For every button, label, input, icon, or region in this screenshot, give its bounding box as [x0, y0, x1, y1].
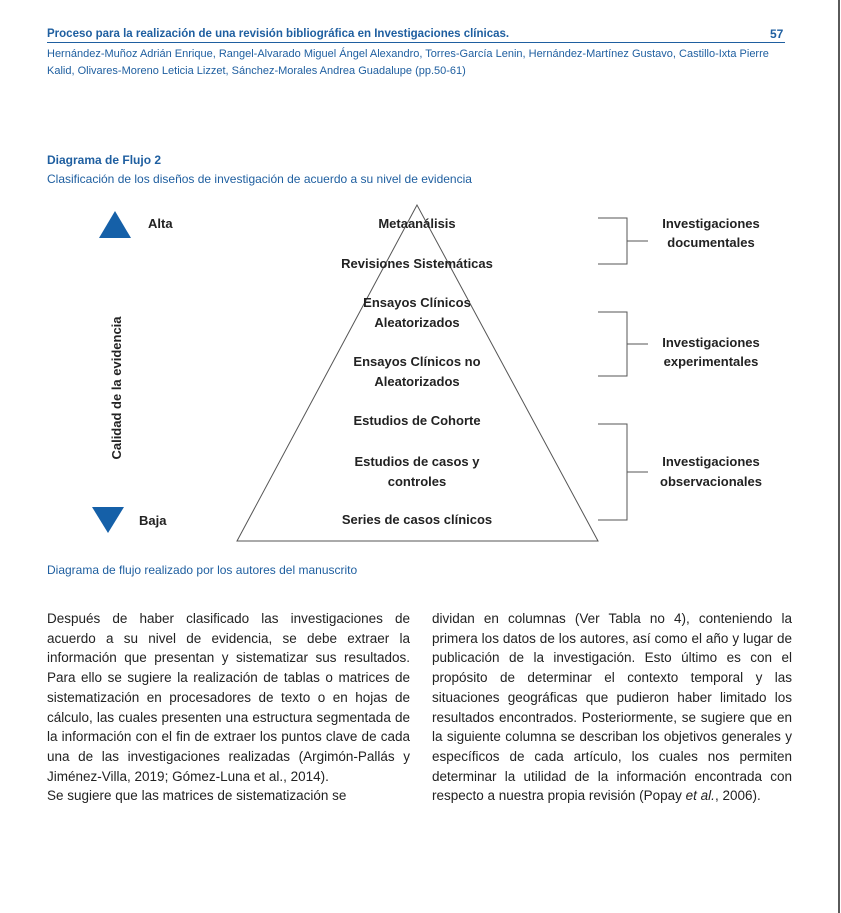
high-quality-label: Alta [148, 216, 173, 231]
running-header-title: Proceso para la realización de una revisión bibliográfica en Investigaciones clínicas. [47, 28, 510, 40]
group-observacionales-line1: Investigaciones [662, 454, 760, 469]
bracket-documentales [598, 218, 648, 264]
level-ensayos-no-aleatorizados-line1: Ensayos Clínicos no [353, 354, 481, 369]
bracket-observacionales [598, 424, 648, 520]
down-arrow-icon [92, 507, 124, 533]
page-number: 57 [770, 27, 784, 41]
body-column-left [47, 609, 410, 806]
level-ensayos-aleatorizados-line2: Aleatorizados [374, 315, 460, 330]
level-ensayos-aleatorizados-line1: Ensayos Clínicos [363, 295, 471, 310]
up-arrow-icon [99, 211, 131, 238]
body-paragraph-3 [432, 609, 792, 806]
body-paragraph-1: Después de haber clasificado las investigaciones de acuerdo a su nivel de evidencia, se debe extraer la información que presentan y sistematizar sus resultados. Para ello se sugiere la realización de tablas o matrices de sistematización en procesadores de texto o en hojas de cálculo, las cuales presenten una estructura segmentada de la información con el fin de extraer los puntos clave de cada una de las investigaciones realizadas (Argimón-Pallás y Jiménez-Villa, 2019; Gómez-Luna et al., 2014). [47, 611, 410, 784]
low-quality-label: Baja [139, 513, 167, 528]
body-column-right [432, 609, 792, 806]
level-casos-controles-line1: Estudios de casos y [354, 454, 480, 469]
citation-et-al: et al. [685, 788, 715, 804]
body-paragraph-2: Se sugiere que las matrices de sistematización se [47, 788, 347, 804]
group-experimentales-line2: experimentales [663, 354, 759, 369]
level-casos-controles-line2: controles [387, 474, 447, 489]
group-documentales-line1: Investigaciones [662, 216, 760, 231]
figure-title: Diagrama de Flujo 2 [47, 153, 162, 167]
group-observacionales-line2: observacionales [660, 474, 762, 489]
citation-year: , 2006). [714, 788, 761, 804]
level-series-casos: Series de casos clínicos [341, 512, 493, 527]
figure-subtitle: Clasificación de los diseños de investigación de acuerdo a su nivel de evidencia [47, 172, 472, 186]
level-revisiones-sistematicas: Revisiones Sistemáticas [341, 256, 493, 271]
level-metaanalisis: Metaanálisis [378, 216, 456, 231]
level-estudios-cohorte: Estudios de Cohorte [353, 413, 481, 428]
author-list: Hernández-Muñoz Adrián Enrique, Rangel-Alvarado Miguel Ángel Alexandro, Torres-García Lenin, Hernández-Martínez Gustavo, Castillo-Ixta Pierre Kalid, Olivares-Moreno Leticia Lizzet, Sánchez-Morales Andrea Guadalupe (pp.50-61) [47, 48, 769, 77]
group-experimentales-line1: Investigaciones [662, 335, 760, 350]
level-ensayos-no-aleatorizados-line2: Aleatorizados [374, 374, 460, 389]
group-documentales-line2: documentales [667, 235, 755, 250]
figure-caption: Diagrama de flujo realizado por los autores del manuscrito [47, 563, 358, 577]
body-paragraph-3-text: dividan en columnas (Ver Tabla no 4), conteniendo la primera los datos de los autores, así como el año y lugar de publicación de la investigación. Esto último es con el propósito de determinar el contexto temporal y las situaciones geográficas que pudieron haber limitado los resultados encontrados. Posteriormente, se sugiere que en la siguiente columna se describan los objetivos generales y específicos de cada artículo, los cuales nos permiten determinar la utilidad de la información encontrada con respecto a nuestra propia revisión (Popay [432, 611, 792, 804]
bracket-experimentales [598, 312, 648, 376]
y-axis-label: Calidad de la evidencia [109, 316, 124, 460]
